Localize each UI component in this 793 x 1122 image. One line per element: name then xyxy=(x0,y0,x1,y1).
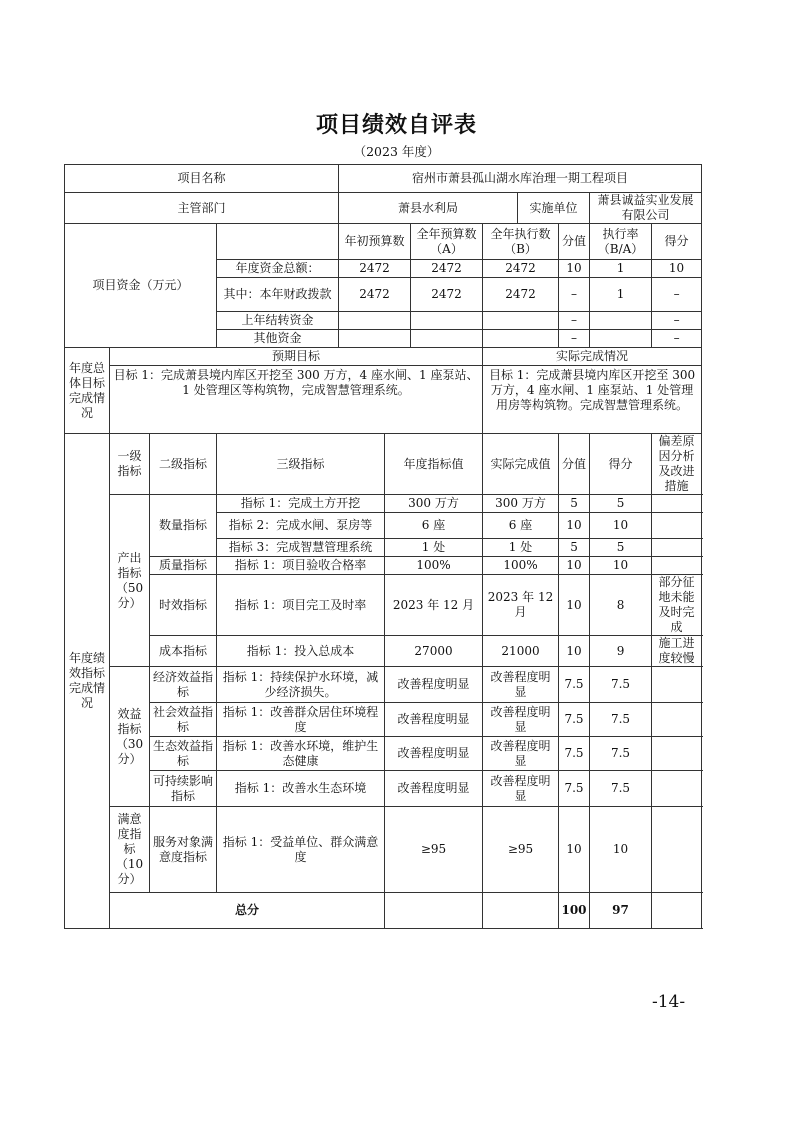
funds-header-score: 分值 xyxy=(559,224,590,260)
funds-row-got: – xyxy=(652,312,702,330)
indicator-got: 7.5 xyxy=(590,703,652,737)
page-subtitle: （2023 年度） xyxy=(353,144,440,159)
indicator-actual: 6 座 xyxy=(483,513,559,539)
indicator-got: 10 xyxy=(590,557,652,575)
funds-header-blank xyxy=(217,224,339,260)
funds-row-annual: 2472 xyxy=(411,260,483,278)
indicator-score: 7.5 xyxy=(559,737,590,771)
indicator-row xyxy=(65,771,702,807)
funds-row-exec: 2472 xyxy=(483,260,559,278)
indicator-score: 5 xyxy=(559,539,590,557)
indicator-l2: 服务对象满意度指标 xyxy=(150,807,217,893)
indicator-l3: 指标 1：项目完工及时率 xyxy=(217,575,385,636)
indicator-got: 7.5 xyxy=(590,667,652,703)
indicator-got: 5 xyxy=(590,539,652,557)
goals-expected-header: 预期目标 xyxy=(110,348,483,366)
indicator-l2: 经济效益指标 xyxy=(150,667,217,703)
funds-row-name: 年度资金总额： xyxy=(217,260,339,278)
indicator-target: 改善程度明显 xyxy=(385,703,483,737)
indicator-l3: 指标 1：改善水环境，维护生态健康 xyxy=(217,737,385,771)
indicators-header-target: 年度指标值 xyxy=(385,434,483,495)
funds-row-got: – xyxy=(652,278,702,312)
funds-row-initial xyxy=(339,312,411,330)
indicator-got: 10 xyxy=(590,807,652,893)
indicator-row xyxy=(65,636,702,667)
funds-row-name: 上年结转资金 xyxy=(217,312,339,330)
indicator-reason xyxy=(652,557,702,575)
indicator-reason xyxy=(652,771,702,807)
funds-label: 项目资金（万元） xyxy=(65,224,217,348)
quantity-indicator-label: 数量指标 xyxy=(150,495,217,557)
dept-label: 主管部门 xyxy=(65,193,339,224)
indicator-target: 1 处 xyxy=(385,539,483,557)
funds-row-name: 其中：本年财政拨款 xyxy=(217,278,339,312)
indicator-actual: 2023 年 12 月 xyxy=(483,575,559,636)
goals-actual: 目标 1：完成萧县境内库区开挖至 300 万方，4 座水闸、1 座泵站、1 处管理用房等构筑物。完成智慧管理系统。 xyxy=(483,366,702,434)
indicator-row xyxy=(65,737,702,771)
indicator-l3: 指标 2：完成水闸、泵房等 xyxy=(217,513,385,539)
funds-row-rate xyxy=(590,312,652,330)
indicator-reason xyxy=(652,807,702,893)
indicators-header-l2: 二级指标 xyxy=(150,434,217,495)
funds-row-initial: 2472 xyxy=(339,278,411,312)
indicator-reason: 部分征地未能及时完成 xyxy=(652,575,702,636)
funds-header-got: 得分 xyxy=(652,224,702,260)
indicator-reason: 施工进度较慢 xyxy=(652,636,702,667)
funds-row-annual xyxy=(411,312,483,330)
indicators-header-reason: 偏差原因分析及改进措施 xyxy=(652,434,702,495)
page-number: -14- xyxy=(652,992,686,1012)
indicator-actual: 改善程度明显 xyxy=(483,703,559,737)
goals-expected: 目标 1：完成萧县境内库区开挖至 300 万方，4 座水闸、1 座泵站、1 处管理区等构筑物，完成智慧管理系统。 xyxy=(110,366,483,434)
funds-row-got: 10 xyxy=(652,260,702,278)
satisfaction-indicator-label: 满意度指标（10分） xyxy=(110,807,150,893)
funds-row-exec: 2472 xyxy=(483,278,559,312)
funds-row-annual: 2472 xyxy=(411,278,483,312)
funds-row-initial xyxy=(339,330,411,348)
funds-row-score: – xyxy=(559,312,590,330)
dept-row xyxy=(65,193,702,224)
page-title: 项目绩效自评表 xyxy=(315,113,477,138)
impl-value: 萧县诚益实业发展有限公司 xyxy=(590,193,702,224)
funds-row-annual xyxy=(411,330,483,348)
indicator-l3: 指标 1：改善水生态环境 xyxy=(217,771,385,807)
indicator-l2: 可持续影响指标 xyxy=(150,771,217,807)
indicator-reason xyxy=(652,667,702,703)
indicators-header-l1: 一级指标 xyxy=(110,434,150,495)
goals-content-row xyxy=(65,366,702,434)
indicators-header-score: 分值 xyxy=(559,434,590,495)
self-evaluation-table xyxy=(64,164,702,929)
indicator-score: 10 xyxy=(559,513,590,539)
indicator-score: 10 xyxy=(559,636,590,667)
indicator-row xyxy=(65,557,702,575)
dept-value: 萧县水利局 xyxy=(339,193,518,224)
indicator-score: 10 xyxy=(559,807,590,893)
funds-row-initial: 2472 xyxy=(339,260,411,278)
indicator-target: 27000 xyxy=(385,636,483,667)
indicator-target: ≥95 xyxy=(385,807,483,893)
indicator-actual: 改善程度明显 xyxy=(483,771,559,807)
indicator-row xyxy=(65,495,702,513)
indicator-row xyxy=(65,575,702,636)
funds-header-row xyxy=(65,224,702,260)
indicator-target: 100% xyxy=(385,557,483,575)
indicator-actual: 300 万方 xyxy=(483,495,559,513)
indicator-target: 改善程度明显 xyxy=(385,667,483,703)
indicator-l3: 指标 3：完成智慧管理系统 xyxy=(217,539,385,557)
indicator-actual: 改善程度明显 xyxy=(483,737,559,771)
project-name-row xyxy=(65,165,702,193)
funds-row-got: – xyxy=(652,330,702,348)
indicator-got: 7.5 xyxy=(590,737,652,771)
indicator-actual: 100% xyxy=(483,557,559,575)
indicator-target: 6 座 xyxy=(385,513,483,539)
indicator-reason xyxy=(652,513,702,539)
indicator-reason xyxy=(652,703,702,737)
indicator-score: 5 xyxy=(559,495,590,513)
funds-header-initial: 年初预算数 xyxy=(339,224,411,260)
indicator-target: 2023 年 12 月 xyxy=(385,575,483,636)
funds-header-exec: 全年执行数（B） xyxy=(483,224,559,260)
indicator-l2: 成本指标 xyxy=(150,636,217,667)
indicator-got: 7.5 xyxy=(590,771,652,807)
indicators-section-label: 年度绩效指标完成情况 xyxy=(65,434,110,929)
goals-actual-header: 实际完成情况 xyxy=(483,348,702,366)
indicator-actual: 改善程度明显 xyxy=(483,667,559,703)
indicator-target: 改善程度明显 xyxy=(385,737,483,771)
funds-header-annual: 全年预算数（A） xyxy=(411,224,483,260)
funds-row-exec xyxy=(483,312,559,330)
indicator-l3: 指标 1：改善群众居住环境程度 xyxy=(217,703,385,737)
indicator-l3: 指标 1：投入总成本 xyxy=(217,636,385,667)
indicators-header-l3: 三级指标 xyxy=(217,434,385,495)
indicator-l2: 社会效益指标 xyxy=(150,703,217,737)
total-got: 97 xyxy=(590,893,652,929)
indicator-l3: 指标 1：完成土方开挖 xyxy=(217,495,385,513)
funds-row-score: – xyxy=(559,278,590,312)
indicator-row xyxy=(65,807,702,893)
indicator-reason xyxy=(652,495,702,513)
indicator-reason xyxy=(652,737,702,771)
goals-header-row xyxy=(65,348,702,366)
indicator-l3: 指标 1：项目验收合格率 xyxy=(217,557,385,575)
indicator-actual: 1 处 xyxy=(483,539,559,557)
funds-row-rate: 1 xyxy=(590,278,652,312)
indicator-score: 7.5 xyxy=(559,771,590,807)
funds-row-exec xyxy=(483,330,559,348)
indicator-target: 改善程度明显 xyxy=(385,771,483,807)
funds-row-score: 10 xyxy=(559,260,590,278)
indicator-score: 10 xyxy=(559,575,590,636)
indicator-l2: 质量指标 xyxy=(150,557,217,575)
output-indicator-label: 产出指标（50分） xyxy=(110,495,150,667)
indicators-header-row xyxy=(65,434,702,495)
indicator-reason xyxy=(652,539,702,557)
indicator-got: 5 xyxy=(590,495,652,513)
funds-row-rate: 1 xyxy=(590,260,652,278)
funds-row-score: – xyxy=(559,330,590,348)
indicator-score: 10 xyxy=(559,557,590,575)
indicator-target: 300 万方 xyxy=(385,495,483,513)
indicator-got: 8 xyxy=(590,575,652,636)
indicator-l2: 生态效益指标 xyxy=(150,737,217,771)
total-target-blank xyxy=(385,893,483,929)
impl-label: 实施单位 xyxy=(518,193,590,224)
funds-row-rate xyxy=(590,330,652,348)
indicator-score: 7.5 xyxy=(559,667,590,703)
funds-row-name: 其他资金 xyxy=(217,330,339,348)
project-name-label: 项目名称 xyxy=(65,165,339,193)
total-row xyxy=(65,893,702,929)
indicator-row xyxy=(65,703,702,737)
total-label: 总分 xyxy=(110,893,385,929)
funds-header-rate: 执行率（B/A） xyxy=(590,224,652,260)
indicator-got: 10 xyxy=(590,513,652,539)
indicator-l2: 时效指标 xyxy=(150,575,217,636)
total-score: 100 xyxy=(559,893,590,929)
indicator-actual: 21000 xyxy=(483,636,559,667)
indicator-score: 7.5 xyxy=(559,703,590,737)
goals-label: 年度总体目标完成情况 xyxy=(65,348,110,434)
project-name-value: 宿州市萧县孤山湖水库治理一期工程项目 xyxy=(339,165,702,193)
indicators-header-got: 得分 xyxy=(590,434,652,495)
total-actual-blank xyxy=(483,893,559,929)
effect-indicator-label: 效益指标（30分） xyxy=(110,667,150,807)
indicator-actual: ≥95 xyxy=(483,807,559,893)
indicator-got: 9 xyxy=(590,636,652,667)
indicator-l3: 指标 1：受益单位、群众满意度 xyxy=(217,807,385,893)
indicators-header-actual: 实际完成值 xyxy=(483,434,559,495)
total-reason-blank xyxy=(652,893,702,929)
indicator-l3: 指标 1：持续保护水环境，减少经济损失。 xyxy=(217,667,385,703)
indicator-row xyxy=(65,667,702,703)
